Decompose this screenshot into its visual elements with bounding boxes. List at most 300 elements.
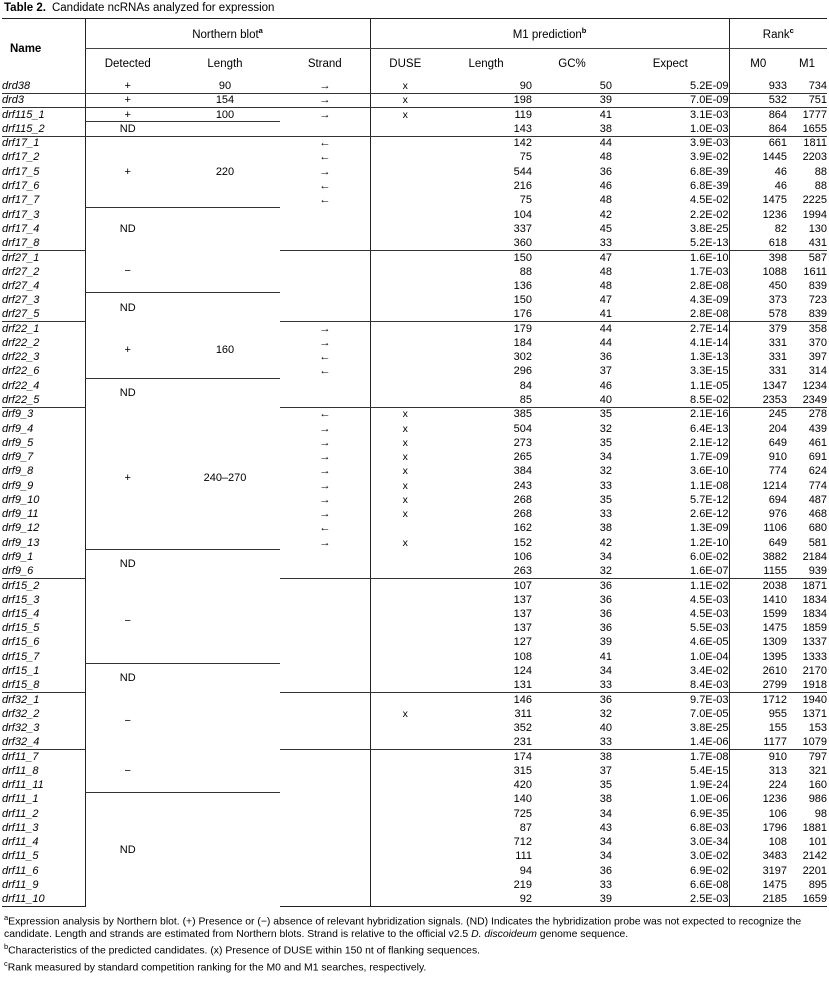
cell-gc-percent: 41 [599,108,613,121]
cell-rank-m1: 130 [808,222,828,235]
cell-rank-m0: 2185 [729,892,787,906]
footnote-text: genome sequence. [536,928,629,940]
header-cell-m0: M0 [729,49,787,80]
cell-expect: 2.1E-12 [690,436,729,449]
cell-duse [370,849,440,863]
cell-duse [370,336,440,350]
cell-strand: → [319,465,331,478]
cell-northern-length [170,250,280,293]
cell-gc-percent: 36 [599,593,613,606]
cell-rank-m0: 1236 [729,207,787,221]
cell-strand [280,578,370,592]
cell-expect: 1.0E-04 [690,650,729,663]
cell-duse [370,293,440,307]
cell-candidate-name: drf15_8 [2,678,85,692]
cell-duse [370,749,440,763]
cell-gc-percent: 33 [532,236,612,250]
cell-strand [280,635,370,649]
cell-northern-length: 160 [170,322,280,379]
cell-rank-m1: 439 [808,422,828,435]
cell-expect: 1.2E-10 [690,536,729,549]
table-row [2,136,827,150]
cell-gc-percent: 42 [599,208,613,221]
cell-rank-m0: 976 [729,507,787,521]
cell-rank-m1: 2203 [802,151,828,164]
cell-m1-length: 544 [513,165,533,178]
cell-m1-length: 84 [519,379,533,392]
footnote-c [4,958,824,975]
cell-m1-length: 352 [513,722,533,735]
cell-candidate-name: drf22_6 [2,365,40,378]
cell-rank-m0: 2799 [729,678,787,692]
cell-candidate-name: drf9_3 [2,408,34,421]
cell-expect: 3.9E-03 [690,137,729,150]
cell-expect: 1.6E-10 [690,251,729,264]
cell-strand [280,264,370,278]
cell-duse: x [370,407,440,421]
cell-rank-m0: 1347 [729,379,787,393]
cell-duse [370,307,440,321]
cell-strand: → [319,436,331,449]
footnote-text: Rank measured by standard competition ranking for the M0 and M1 searches, respectively. [7,962,427,974]
header-cell-m1: M1 [799,58,816,70]
table-head [2,19,827,80]
cell-gc-percent: 34 [599,850,613,863]
cell-duse: x [370,507,440,521]
cell-duse: x [370,93,440,107]
cell-m1-length: 179 [513,322,533,335]
cell-expect: 1.0E-03 [612,122,729,136]
cell-gc-percent: 34 [599,451,613,464]
cell-candidate-name: drf9_11 [2,508,39,521]
cell-gc-percent: 48 [599,194,613,207]
cell-m1-length: 219 [513,879,533,891]
cell-expect: 8.5E-02 [612,393,729,407]
cell-strand: → [319,322,331,335]
cell-rank-m1: 839 [787,307,827,321]
cell-expect: 6.6E-08 [690,879,729,891]
cell-rank-m0: 578 [729,307,787,321]
cell-gc-percent: 44 [599,137,613,150]
cell-strand [280,807,370,821]
cell-m1-length: 174 [513,750,533,763]
cell-duse: x [370,436,440,450]
cell-rank-m1: 839 [808,279,828,292]
cell-duse [370,578,440,592]
cell-expect: 3.9E-02 [690,151,729,164]
cell-northern-detected: − [85,578,170,664]
cell-m1-length: 273 [513,436,533,449]
cell-expect: 3.0E-02 [690,850,729,863]
cell-m1-length: 384 [513,465,533,478]
cell-gc-percent: 36 [599,607,613,620]
table-row [2,379,827,393]
cell-gc-percent: 40 [599,722,613,735]
cell-candidate-name: drf17_7 [2,194,40,207]
cell-duse [370,264,440,278]
cell-duse [370,550,440,564]
cell-expect: 6.8E-39 [690,165,729,178]
footnote-superscript: a [4,912,9,922]
cell-northern-length [170,550,280,579]
header-cell-duse: DUSE [370,49,440,80]
cell-rank-m1: 461 [808,436,828,449]
cell-candidate-name: drf11_8 [2,764,39,777]
cell-rank-m0: 1475 [729,193,787,207]
cell-m1-length: 108 [513,650,533,663]
cell-candidate-name: drf27_2 [2,265,40,278]
cell-m1-length: 176 [440,307,532,321]
cell-m1-length: 315 [513,764,533,777]
cell-rank-m0: 1475 [729,878,787,892]
cell-candidate-name: drf17_3 [2,208,40,221]
header-cell-detected: Detected [85,49,170,80]
cell-candidate-name: drd38 [2,79,85,93]
cell-northern-detected: ND [85,122,170,136]
cell-m1-length: 146 [513,693,533,706]
cell-m1-length: 106 [513,550,533,563]
candidate-ncrna-table [2,18,827,907]
cell-candidate-name: drf15_2 [2,579,40,592]
cell-rank-m0: 398 [729,250,787,264]
cell-rank-m0: 694 [729,493,787,507]
cell-m1-length: 420 [513,779,533,792]
cell-duse [370,236,440,250]
cell-expect: 5.5E-03 [690,622,729,635]
cell-duse: x [370,108,440,122]
cell-rank-m0: 204 [729,421,787,435]
table-row [2,664,827,678]
cell-candidate-name: drf15_4 [2,607,40,620]
cell-gc-percent: 38 [599,750,613,763]
header-group-rank: Rank$^c$ [729,19,827,49]
cell-gc-percent: 34 [599,550,613,563]
cell-gc-percent: 46 [599,179,613,192]
cell-northern-length: 90 [170,79,280,93]
cell-duse [370,136,440,150]
cell-duse [370,892,440,906]
cell-duse [370,764,440,778]
cell-rank-m1: 1834 [802,607,828,620]
cell-duse: x [370,478,440,492]
cell-gc-percent: 35 [599,436,613,449]
cell-rank-m1: 691 [808,451,828,464]
cell-rank-m1: 1859 [802,622,828,635]
cell-gc-percent: 50 [532,79,612,93]
cell-m1-length: 216 [513,179,533,192]
cell-expect: 6.9E-35 [690,807,729,820]
cell-northern-length [170,207,280,250]
cell-gc-percent: 44 [599,322,613,335]
cell-rank-m0: 155 [729,721,787,735]
cell-candidate-name: drf9_6 [2,564,85,578]
cell-duse [370,150,440,164]
table-body [2,79,827,906]
cell-m1-length: 263 [440,564,532,578]
cell-candidate-name: drf11_3 [2,821,39,834]
cell-candidate-name: drf11_4 [2,836,39,849]
cell-candidate-name: drf27_5 [2,307,85,321]
cell-duse [370,207,440,221]
cell-rank-m0: 1106 [729,521,787,535]
cell-candidate-name: drf17_8 [2,236,85,250]
cell-rank-m1: 101 [808,836,828,849]
cell-northern-detected: ND [85,792,170,906]
cell-candidate-name: drf9_7 [2,451,34,464]
cell-northern-detected: ND [85,550,170,579]
cell-m1-length: 268 [513,508,533,521]
cell-expect: 3.6E-10 [690,465,729,478]
cell-northern-detected: ND [85,293,170,322]
table-row [2,322,827,336]
cell-duse [370,521,440,535]
cell-northern-length: 100 [170,108,280,122]
cell-strand [280,621,370,635]
cell-expect: 9.7E-03 [690,693,729,706]
cell-m1-length: 85 [440,393,532,407]
cell-m1-length: 75 [519,151,533,164]
header-cell-m1-length: Length [468,58,504,70]
footnote-marker-b: b [581,26,587,36]
cell-rank-m0: 3483 [729,849,787,863]
cell-strand [280,307,370,321]
cell-candidate-name: drd3 [2,93,85,107]
cell-duse [370,322,440,336]
cell-northern-detected: + [85,407,170,550]
cell-gc-percent: 48 [599,151,613,164]
cell-m1-length: 140 [513,793,533,806]
cell-strand [280,222,370,236]
table-row [2,122,827,136]
cell-duse [370,165,440,179]
cell-rank-m1: 895 [808,879,828,891]
cell-candidate-name: drf15_6 [2,636,40,649]
cell-rank-m1: 2170 [802,665,828,678]
cell-strand [280,707,370,721]
cell-strand [280,279,370,293]
cell-rank-m0: 1475 [729,621,787,635]
cell-rank-m1: 370 [808,336,828,349]
cell-m1-length: 712 [513,836,533,849]
cell-gc-percent: 33 [599,879,613,891]
cell-candidate-name: drf17_2 [2,151,40,164]
cell-gc-percent: 33 [599,508,613,521]
header-group-northern-blot: Northern blot$^a$ [85,19,370,49]
cell-gc-percent: 42 [599,536,613,549]
cell-rank-m0: 245 [729,407,787,421]
cell-candidate-name: drf15_1 [2,665,40,678]
cell-expect: 8.4E-03 [612,678,729,692]
cell-rank-m0: 1712 [729,692,787,706]
cell-rank-m0: 1599 [729,607,787,621]
cell-strand: ← [319,365,331,378]
cell-rank-m1: 1371 [802,707,828,720]
cell-strand [280,892,370,906]
header-group-row [2,19,827,49]
cell-rank-m1: 751 [787,93,827,107]
cell-expect: 2.8E-08 [612,307,729,321]
cell-duse: x [370,493,440,507]
cell-candidate-name: drf9_5 [2,436,34,449]
cell-strand: → [319,451,331,464]
table-row [2,578,827,592]
cell-expect: 4.1E-14 [690,336,729,349]
cell-gc-percent: 47 [599,294,613,307]
cell-rank-m0: 108 [729,835,787,849]
cell-northern-detected: − [85,749,170,792]
cell-expect: 4.3E-09 [690,294,729,307]
cell-northern-length: 240–270 [170,407,280,550]
cell-expect: 7.0E-05 [690,707,729,720]
cell-candidate-name: drf22_1 [2,322,40,335]
cell-strand [280,236,370,250]
cell-m1-length: 360 [440,236,532,250]
cell-gc-percent: 35 [599,779,613,792]
cell-m1-length: 136 [513,279,533,292]
cell-candidate-name: drf11_2 [2,807,39,820]
cell-strand [280,735,370,749]
cell-rank-m1: 587 [808,251,828,264]
cell-rank-m0: 3197 [729,864,787,878]
cell-m1-length: 152 [513,536,533,549]
cell-candidate-name: drf11_11 [2,779,44,792]
cell-strand: ← [319,351,331,364]
cell-candidate-name: drf27_3 [2,294,40,307]
cell-strand [280,721,370,735]
cell-rank-m1: 986 [808,793,828,806]
cell-rank-m1: 581 [808,536,828,549]
cell-duse [370,279,440,293]
cell-rank-m1: 939 [787,564,827,578]
cell-gc-percent: 36 [599,693,613,706]
cell-duse: x [370,707,440,721]
cell-duse [370,179,440,193]
cell-expect: 2.8E-08 [690,279,729,292]
cell-gc-percent: 43 [599,821,613,834]
cell-duse [370,607,440,621]
cell-m1-length: 107 [513,579,533,592]
header-group-m1-prediction: M1 prediction$^b$ [370,19,729,49]
table-caption [2,0,827,18]
cell-rank-m0: 1309 [729,635,787,649]
cell-m1-length: 104 [513,208,533,221]
cell-expect: 1.1E-08 [690,479,729,492]
cell-expect: 4.5E-03 [690,607,729,620]
cell-m1-length: 296 [513,365,533,378]
cell-candidate-name: drf22_2 [2,336,40,349]
cell-rank-m0: 1410 [729,593,787,607]
cell-candidate-name: drf9_4 [2,422,34,435]
cell-gc-percent: 36 [599,351,613,364]
cell-candidate-name: drf9_8 [2,465,34,478]
cell-rank-m1: 2142 [802,850,828,863]
cell-northern-detected: ND [85,379,170,408]
cell-strand [280,749,370,763]
cell-rank-m0: 1236 [729,792,787,806]
cell-expect: 1.4E-06 [612,735,729,749]
cell-rank-m1: 723 [808,294,828,307]
table-row [2,207,827,221]
cell-gc-percent: 39 [532,892,612,906]
cell-strand [280,664,370,678]
cell-strand [280,778,370,792]
cell-strand [280,864,370,878]
cell-strand: → [319,493,331,506]
cell-rank-m1: 358 [808,322,828,335]
cell-rank-m0: 373 [729,293,787,307]
cell-duse [370,122,440,136]
cell-expect: 4.6E-05 [690,636,729,649]
cell-rank-m0: 1214 [729,478,787,492]
cell-strand: → [319,536,331,549]
cell-gc-percent: 36 [599,579,613,592]
cell-rank-m1: 797 [808,750,828,763]
cell-m1-length: 337 [513,222,533,235]
cell-gc-percent: 38 [532,122,612,136]
cell-m1-length: 143 [440,122,532,136]
table-row [2,792,827,806]
cell-rank-m1: 1611 [803,265,828,278]
cell-rank-m1: 774 [808,479,828,492]
table-row [2,93,827,107]
cell-candidate-name: drf11_6 [2,864,39,877]
cell-duse [370,250,440,264]
cell-m1-length: 150 [513,294,533,307]
cell-m1-length: 725 [513,807,533,820]
cell-m1-length: 150 [513,251,533,264]
cell-expect: 1.3E-09 [690,522,729,535]
cell-northern-length: 154 [170,93,280,107]
cell-candidate-name: drf9_10 [2,493,40,506]
cell-strand: → [280,93,370,107]
cell-candidate-name: drf9_9 [2,479,34,492]
cell-rank-m1: 1777 [802,108,828,121]
cell-candidate-name: drf115_2 [2,122,85,136]
cell-northern-detected: + [85,93,170,107]
cell-m1-length: 127 [513,636,533,649]
cell-expect: 6.8E-03 [690,821,729,834]
cell-northern-length [170,792,280,906]
cell-duse: x [370,450,440,464]
cell-rank-m0: 649 [729,536,787,550]
cell-rank-m1: 1337 [802,636,828,649]
cell-expect: 3.0E-34 [690,836,729,849]
cell-northern-detected: − [85,250,170,293]
cell-candidate-name: drf11_10 [2,892,85,906]
cell-m1-length: 265 [513,451,533,464]
cell-duse [370,650,440,664]
cell-rank-m1: 1655 [787,122,827,136]
cell-duse [370,635,440,649]
cell-gc-percent: 33 [532,678,612,692]
footnote-text: Expression analysis by Northern blot. (+) Presence or (−) absence of relevant hybridization signals. (ND) Indicates the hybridization probe was not expected to recognize the candidate. Length and strands are estimated from Northern blots. Strand is relative to the official v2.5 [4,916,802,940]
header-cell-expect: Expect [652,58,688,70]
cell-strand [280,207,370,221]
cell-strand [280,550,370,564]
cell-candidate-name: drf22_3 [2,351,40,364]
cell-candidate-name: drf15_3 [2,593,40,606]
cell-m1-length: 124 [513,665,533,678]
cell-m1-length: 111 [515,850,533,863]
cell-candidate-name: drf11_7 [2,750,39,763]
table-row [2,692,827,706]
cell-rank-m1: 1871 [802,579,828,592]
cell-gc-percent: 33 [532,735,612,749]
caption-text: Candidate ncRNAs analyzed for expression [51,2,275,14]
cell-northern-length [170,749,280,792]
cell-rank-m1: 1881 [802,821,828,834]
cell-rank-m0: 2610 [729,664,787,678]
